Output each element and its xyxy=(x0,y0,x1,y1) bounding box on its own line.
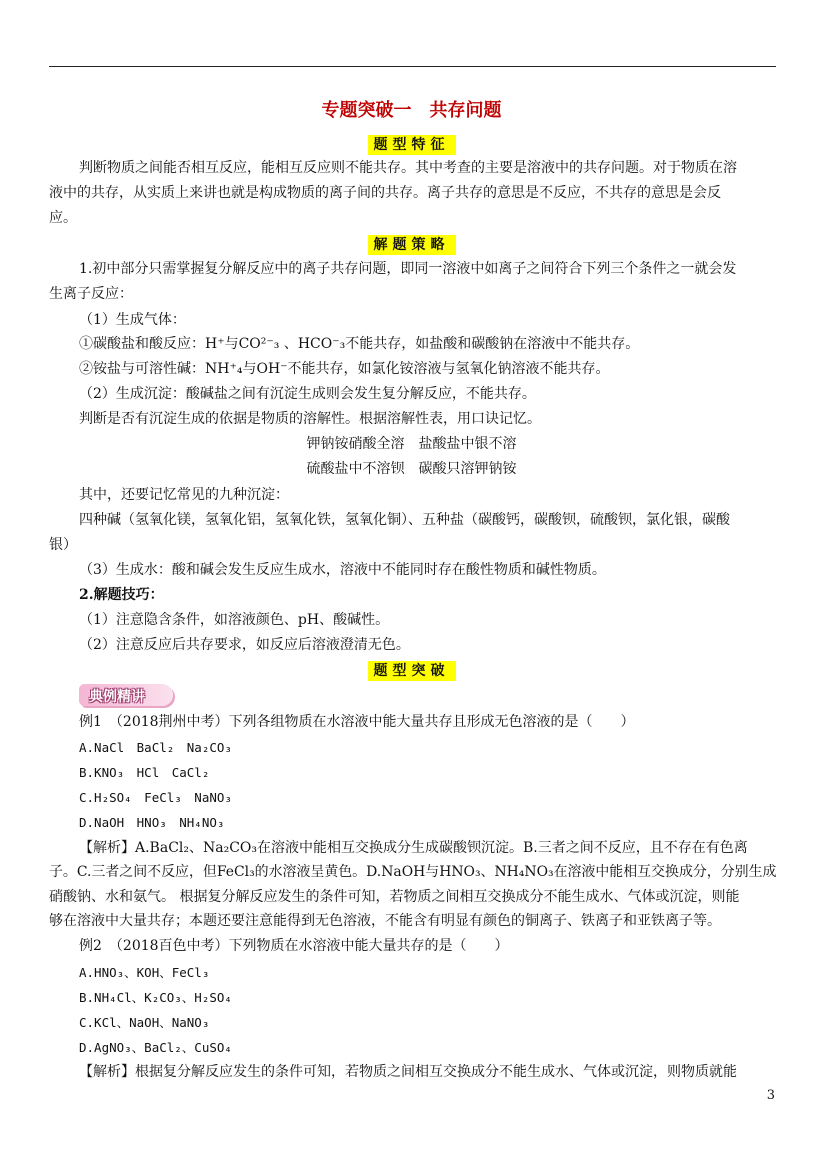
example2-option-b: B.NH₄Cl、K₂CO₃、H₂SO₄ xyxy=(79,990,232,1005)
features-paragraph-line: 应。 xyxy=(49,210,77,226)
example1-analysis-line: 够在溶液中大量共存；本题还要注意能得到无色溶液，不能含有明显有颜色的铜离子、铁离子和亚铁离子等。 xyxy=(49,913,721,929)
example1-option-d: D.NaOH HNO₃ NH₄NO₃ xyxy=(79,815,225,830)
strategy-line: 判断是否有沉淀生成的依据是物质的溶解性。根据溶解性表，用口诀记忆。 xyxy=(79,411,541,427)
features-paragraph-line: 判断物质之间能否相互反应，能相互反应则不能共存。其中考查的主要是溶液中的共存问题。对于物质在溶 xyxy=(79,160,737,176)
strategy-line: 1.初中部分只需掌握复分解反应中的离子共存问题，即同一溶液中如离子之间符合下列三个条件之一就会发 xyxy=(79,261,737,277)
features-paragraph-line: 液中的共存，从实质上来讲也就是构成物质的离子间的共存。离子共存的意思是不反应，不共存的意思是会反 xyxy=(49,185,721,201)
solubility-rhyme: 硫酸盐中不溶钡 碳酸只溶钾钠铵 xyxy=(306,461,517,477)
example1-option-b: B.KNO₃ HCl CaCl₂ xyxy=(79,765,210,780)
example2-analysis-line: 【解析】根据复分解反应发生的条件可知，若物质之间相互交换成分不能生成水、气体或沉淀，则物质就能 xyxy=(79,1064,737,1080)
page-number: 3 xyxy=(766,1088,775,1103)
strategy-line: ①碳酸盐和酸反应：H⁺与CO²⁻₃ 、HCO⁻₃不能共存，如盐酸和碳酸钠在溶液中不能共存。 xyxy=(79,336,640,352)
strategy-line: 2.解题技巧： xyxy=(79,587,164,603)
example1-stem: 例1 （2018荆州中考）下列各组物质在水溶液中能大量共存且形成无色溶液的是（ ） xyxy=(79,714,635,730)
example1-option-c: C.H₂SO₄ FeCl₃ NaNO₃ xyxy=(79,790,232,805)
example2-option-d: D.AgNO₃、BaCl₂、CuSO₄ xyxy=(79,1040,232,1055)
page-title: 专题突破一 共存问题 xyxy=(321,100,502,121)
examples-badge: 典例精讲 xyxy=(79,684,173,706)
strategy-line: 银） xyxy=(49,537,77,553)
solubility-rhyme: 钾钠铵硝酸全溶 盐酸盐中银不溶 xyxy=(306,436,517,452)
example1-option-a: A.NaCl BaCl₂ Na₂CO₃ xyxy=(79,740,232,755)
example2-stem: 例2 （2018百色中考）下列物质在水溶液中能大量共存的是（ ） xyxy=(79,938,509,954)
example2-option-c: C.KCl、NaOH、NaNO₃ xyxy=(79,1015,210,1030)
strategy-line: ②铵盐与可溶性碱：NH⁺₄与OH⁻不能共存，如氯化铵溶液与氢氧化钠溶液不能共存。 xyxy=(79,361,610,377)
example2-option-a: A.HNO₃、KOH、FeCl₃ xyxy=(79,965,210,980)
strategy-line: 四种碱（氢氧化镁，氢氧化铝，氢氧化铁，氢氧化铜）、五种盐（碳酸钙，碳酸钡，硫酸钡，氯化银，碳酸 xyxy=(79,512,730,528)
example1-analysis-line: 硝酸钠、水和氨气。 根据复分解反应发生的条件可知，若物质之间相互交换成分不能生成水、气体或沉淀，则能 xyxy=(49,889,740,905)
strategy-line: （2）注意反应后共存要求，如反应后溶液澄清无色。 xyxy=(79,637,410,653)
strategy-line: （1）注意隐含条件，如溶液颜色、pH、酸碱性。 xyxy=(79,612,390,628)
strategy-line: 其中，还要记忆常见的九种沉淀： xyxy=(79,487,289,503)
section-tag-strategy: 解题策略 xyxy=(0,234,823,255)
example1-analysis-line: 子。C.三者之间不反应，但FeCl₃的水溶液呈黄色。D.NaOH与HNO₃、NH₄NO₃在溶液中能相互交换成分，分别生成 xyxy=(49,864,777,880)
strategy-line: （3）生成水：酸和碱会发生反应生成水，溶液中不能同时存在酸性物质和碱性物质。 xyxy=(79,562,606,578)
strategy-line: 生离子反应： xyxy=(49,286,133,302)
strategy-line: （1）生成气体： xyxy=(79,312,186,328)
header-rule xyxy=(49,66,776,67)
strategy-line: （2）生成沉淀：酸碱盐之间有沉淀生成则会发生复分解反应，不能共存。 xyxy=(79,386,536,402)
section-tag-breakthrough: 题型突破 xyxy=(0,660,823,681)
section-tag-features: 题型特征 xyxy=(0,134,823,155)
example1-analysis-line: 【解析】A.BaCl₂、Na₂CO₃在溶液中能相互交换成分生成碳酸钡沉淀。B.三者之间不反应，且不存在有色离 xyxy=(79,840,748,856)
